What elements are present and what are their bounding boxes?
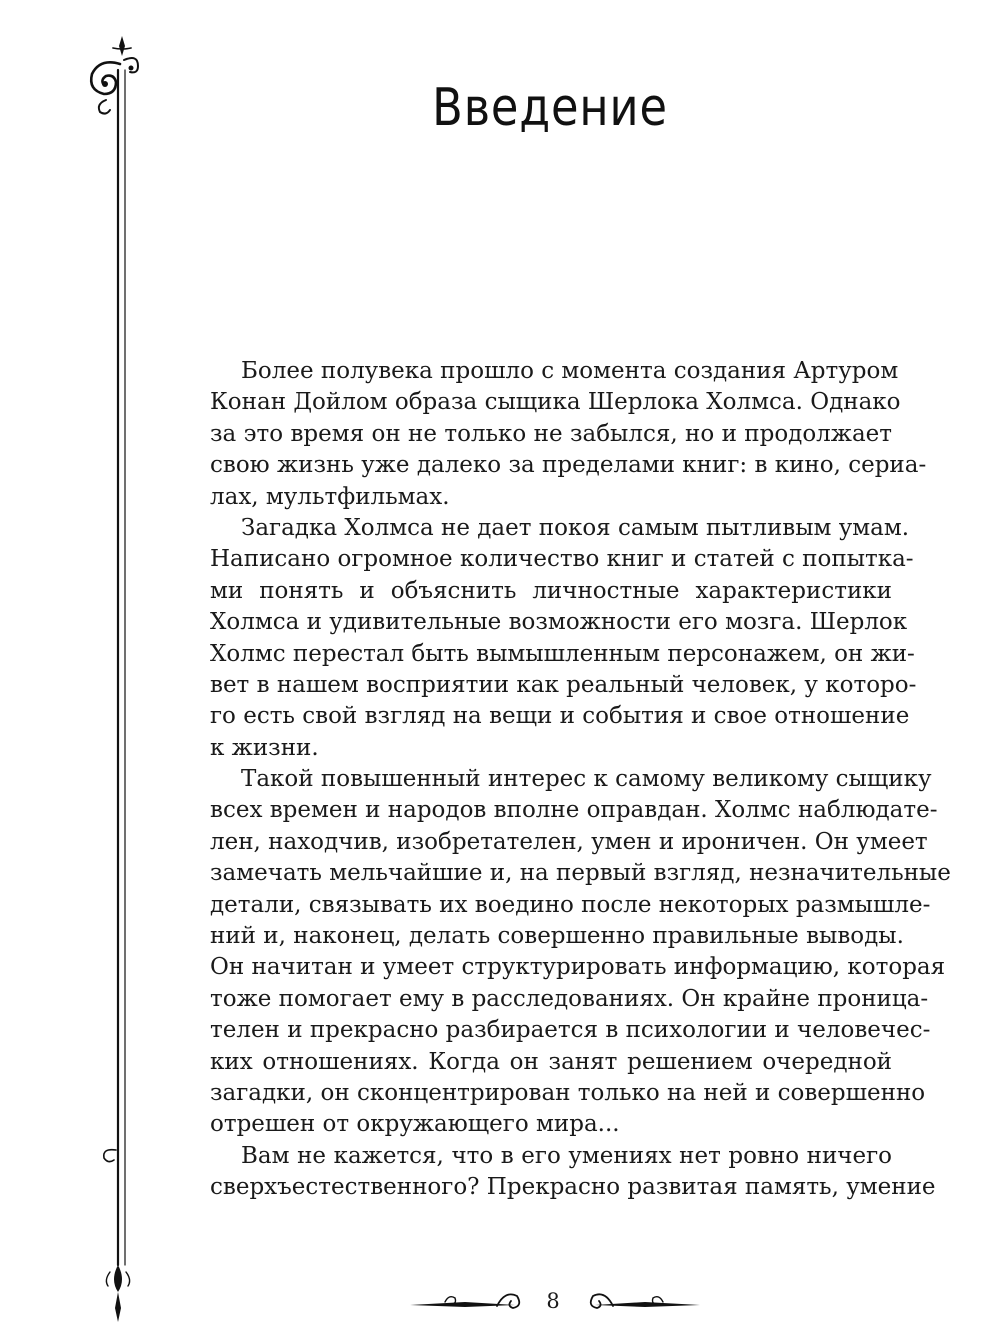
- text-line: ми понять и объяснить личностные характеристики: [210, 577, 892, 604]
- page-number: 8: [546, 1289, 560, 1313]
- text-line: детали, связывать их воедино после некоторых размышле-: [210, 891, 931, 918]
- text-line: Он начитан и умеет структурировать информацию, которая: [210, 954, 946, 981]
- body-text: [210, 356, 951, 1204]
- text-line: лен, находчив, изобретателен, умен и ироничен. Он умеет: [210, 828, 928, 855]
- text-line: ких отношениях. Когда он занят решением очередной: [210, 1048, 892, 1075]
- chapter-title: Введение: [432, 78, 668, 138]
- text-line: Холмс перестал быть вымышленным персонажем, он жи-: [210, 640, 915, 667]
- text-line: отрешен от окружающего мира...: [210, 1111, 620, 1138]
- text-line: Холмса и удивительные возможности его мозга. Шерлок: [210, 609, 908, 636]
- text-line: Конан Дойлом образа сыщика Шерлока Холмса. Однако: [210, 389, 901, 416]
- text-line: к жизни.: [210, 734, 319, 761]
- text-line: за это время он не только не забылся, но и продолжает: [210, 420, 892, 447]
- text-line: го есть свой взгляд на вещи и события и свое отношение: [210, 703, 910, 730]
- text-line: ний и, наконец, делать совершенно правильные выводы.: [210, 923, 904, 950]
- text-line: замечать мельчайшие и, на первый взгляд, незначительные: [210, 860, 951, 887]
- text-line: Такой повышенный интерес к самому великому сыщику: [241, 766, 932, 793]
- text-line: загадки, он сконцентрирован только на ней и совершенно: [210, 1079, 926, 1106]
- text-line: Вам не кажется, что в его умениях нет ровно ничего: [241, 1142, 892, 1169]
- text-line: Загадка Холмса не дает покоя самым пытливым умам.: [241, 514, 910, 541]
- text-line: тоже помогает ему в расследованиях. Он крайне проница-: [210, 985, 929, 1012]
- text-line: Написано огромное количество книг и статей с попытка-: [210, 546, 914, 573]
- text-line: вет в нашем восприятии как реальный человек, у которо-: [210, 671, 917, 698]
- text-line: сверхъестественного? Прекрасно развитая память, умение: [210, 1174, 936, 1201]
- text-line: телен и прекрасно разбирается в психологии и человечес-: [210, 1017, 931, 1044]
- text-line: всех времен и народов вполне оправдан. Холмс наблюдате-: [210, 797, 938, 824]
- text-line: лах, мультфильмах.: [210, 483, 450, 510]
- text-line: свою жизнь уже далеко за пределами книг: в кино, сериа-: [210, 452, 927, 479]
- left-border-ornament: [80, 30, 150, 1330]
- text-line: Более полувека прошло с момента создания Артуром: [241, 358, 899, 384]
